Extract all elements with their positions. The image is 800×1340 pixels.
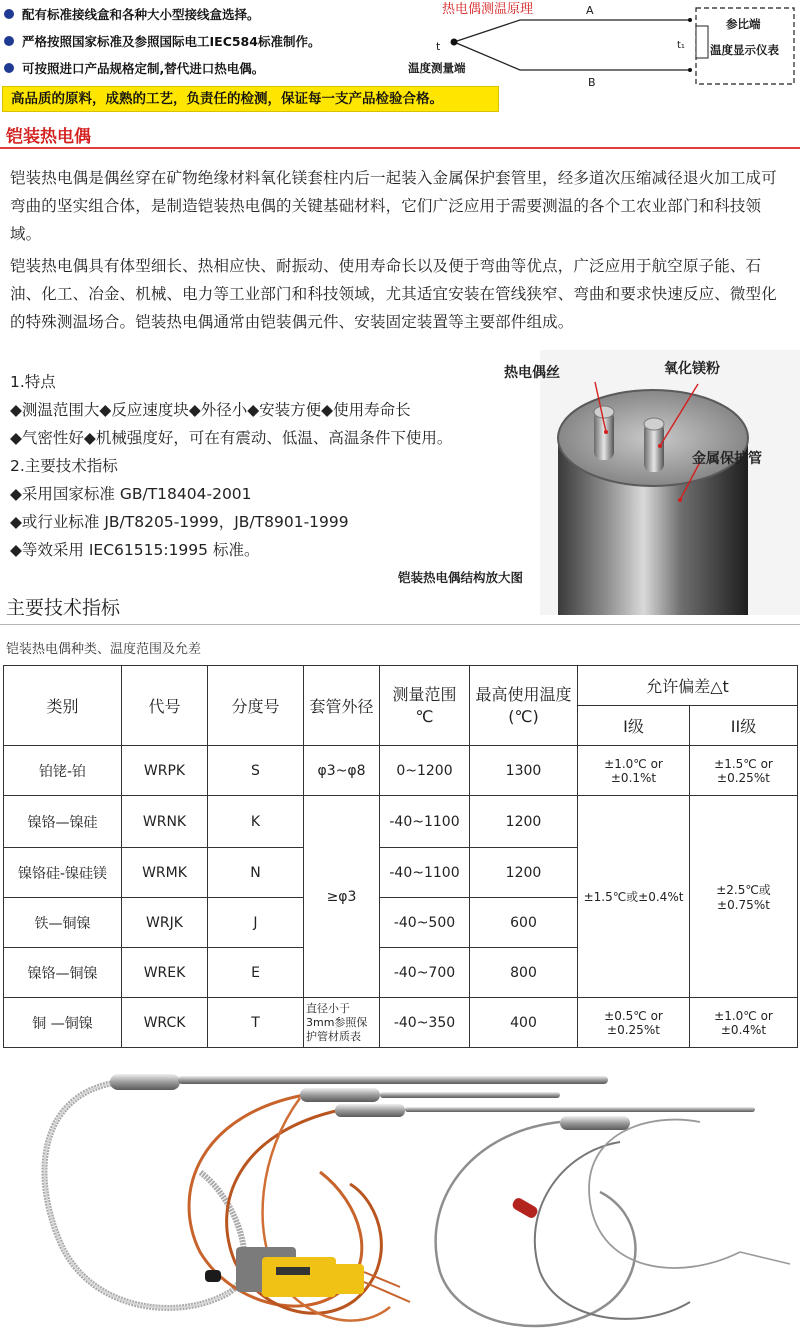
features-line: ◆气密性好◆机械强度好，可在有震动、低温、高温条件下使用。: [10, 429, 453, 447]
bullet-icon: [4, 63, 14, 73]
cell-graduation: E: [208, 948, 304, 998]
header-sheath-od: 套管外径: [304, 666, 380, 746]
cell-graduation: T: [208, 998, 304, 1048]
header-category: 类别: [4, 666, 122, 746]
cell-code: WRPK: [122, 746, 208, 796]
cold-end-symbol: t₁: [677, 40, 685, 51]
cell-category: 铜 —铜镍: [4, 998, 122, 1048]
cell-code: WRNK: [122, 796, 208, 848]
cell-code: WRMK: [122, 848, 208, 898]
cell-max-temp: 400: [470, 998, 578, 1048]
header-class-2: II级: [690, 706, 798, 746]
cell-sheath-od: ≥φ3: [304, 796, 380, 998]
header-max-temp: 最高使用温度 (℃): [470, 666, 578, 746]
cell-code: WRJK: [122, 898, 208, 948]
cell-tolerance-2: ±1.0℃ or ±0.4%t: [690, 998, 798, 1048]
table-divider: [0, 624, 800, 625]
cell-code: WRCK: [122, 998, 208, 1048]
section-title: 铠装热电偶: [6, 127, 91, 147]
specs-line: ◆采用国家标准 GB/T18404-2001: [10, 485, 252, 503]
bullet-icon: [4, 9, 14, 19]
cell-max-temp: 1200: [470, 848, 578, 898]
hot-end-label: 温度测量端: [408, 61, 466, 75]
label-magnesium-oxide: 氧化镁粉: [664, 361, 720, 377]
header-class-1: I级: [578, 706, 690, 746]
table-caption: 铠装热电偶种类、温度范围及允差: [6, 642, 202, 657]
cell-max-temp: 600: [470, 898, 578, 948]
principle-diagram: [408, 0, 800, 100]
table-heading: 主要技术指标: [6, 597, 121, 619]
instrument-label: 温度显示仪表: [710, 43, 779, 57]
intro-paragraph: 铠装热电偶是偶丝穿在矿物绝缘材料氧化镁套柱内后一起装入金属保护套管里，经多道次压缩减径退火加工成可弯曲的坚实组合体，是制造铠装热电偶的关键基础材料，它们广泛应用于需要测温的各个工农业部门和科技领域。: [10, 169, 777, 243]
feature-item: [4, 32, 320, 50]
diagram-title: 热电偶测温原理: [442, 2, 534, 17]
cell-graduation: S: [208, 746, 304, 796]
cell-tolerance-1: ±1.0℃ or ±0.1%t: [578, 746, 690, 796]
cell-graduation: N: [208, 848, 304, 898]
structure-figure: [504, 350, 800, 615]
figure-caption: 铠装热电偶结构放大图: [398, 570, 524, 585]
section-divider: [0, 147, 800, 149]
cell-range: -40~350: [380, 998, 470, 1048]
table-row: [4, 998, 798, 1048]
feature-text: 严格按照国家标准及参照国际电工IEC584标准制作。: [22, 34, 321, 49]
cell-max-temp: 1300: [470, 746, 578, 796]
header-tolerance: 允许偏差△t: [578, 666, 798, 706]
intro-paragraph: 铠装热电偶具有体型细长、热相应快、耐振动、使用寿命长以及便于弯曲等优点，广泛应用于航空原子能、石油、化工、冶金、机械、电力等工业部门和科技领域，尤其适宜安装在管线狭窄、弯曲和要求快速反应、微型化的特殊测温场合。铠装热电偶通常由铠装偶元件、安装固定装置等主要部件组成。: [10, 257, 777, 331]
quality-banner: 高品质的原料，成熟的工艺，负责任的检测，保证每一支产品检验合格。: [2, 86, 499, 112]
specs-line: ◆或行业标准 JB/T8205-1999，JB/T8901-1999: [10, 513, 349, 531]
cell-range: -40~1100: [380, 796, 470, 848]
hot-end-symbol: t: [436, 40, 441, 53]
cell-category: 镍铬—铜镍: [4, 948, 122, 998]
cell-code: WREK: [122, 948, 208, 998]
header-code: 代号: [122, 666, 208, 746]
cell-tolerance-1: ±1.5℃或±0.4%t: [578, 796, 690, 998]
table-row: [4, 796, 798, 848]
specs-heading: 2.主要技术指标: [10, 457, 118, 475]
cell-range: 0~1200: [380, 746, 470, 796]
cell-range: -40~500: [380, 898, 470, 948]
cell-sheath-note: 直径小于3mm参照保护管材质表: [304, 998, 380, 1048]
feature-item: [4, 5, 260, 23]
cell-graduation: K: [208, 796, 304, 848]
cell-range: -40~1100: [380, 848, 470, 898]
cell-category: 镍铬硅-镍硅镁: [4, 848, 122, 898]
features-line: ◆测温范围大◆反应速度块◆外径小◆安装方便◆使用寿命长: [10, 401, 411, 419]
cell-sheath-od: φ3~φ8: [304, 746, 380, 796]
table-row: [4, 746, 798, 796]
wire-a-label: A: [586, 4, 594, 17]
cell-max-temp: 800: [470, 948, 578, 998]
label-metal-sheath: 金属保护管: [692, 451, 762, 467]
cell-graduation: J: [208, 898, 304, 948]
cell-category: 铂铑-铂: [4, 746, 122, 796]
product-photo: [0, 1052, 800, 1340]
ref-end-label: 参比端: [726, 17, 761, 31]
cell-category: 镍铬—镍硅: [4, 796, 122, 848]
bullet-icon: [4, 36, 14, 46]
cell-category: 铁—铜镍: [4, 898, 122, 948]
cell-tolerance-1: ±0.5℃ or ±0.25%t: [578, 998, 690, 1048]
thermocouple-products-illustration: [0, 1052, 800, 1340]
cell-tolerance-2: ±2.5℃或±0.75%t: [690, 796, 798, 998]
cell-range: -40~700: [380, 948, 470, 998]
label-thermocouple-wire: 热电偶丝: [504, 365, 560, 381]
features-heading: 1.特点: [10, 373, 56, 391]
feature-text: 配有标准接线盒和各种大小型接线盒选择。: [22, 7, 260, 22]
wire-b-label: B: [588, 76, 596, 89]
feature-text: 可按照进口产品规格定制,替代进口热电偶。: [22, 61, 265, 76]
header-range: 测量范围 ℃: [380, 666, 470, 746]
spec-table: [3, 665, 798, 1048]
feature-item: [4, 59, 264, 77]
header-graduation: 分度号: [208, 666, 304, 746]
cell-max-temp: 1200: [470, 796, 578, 848]
cell-tolerance-2: ±1.5℃ or ±0.25%t: [690, 746, 798, 796]
specs-line: ◆等效采用 IEC61515:1995 标准。: [10, 541, 260, 559]
sheath-illustration: [540, 350, 800, 615]
